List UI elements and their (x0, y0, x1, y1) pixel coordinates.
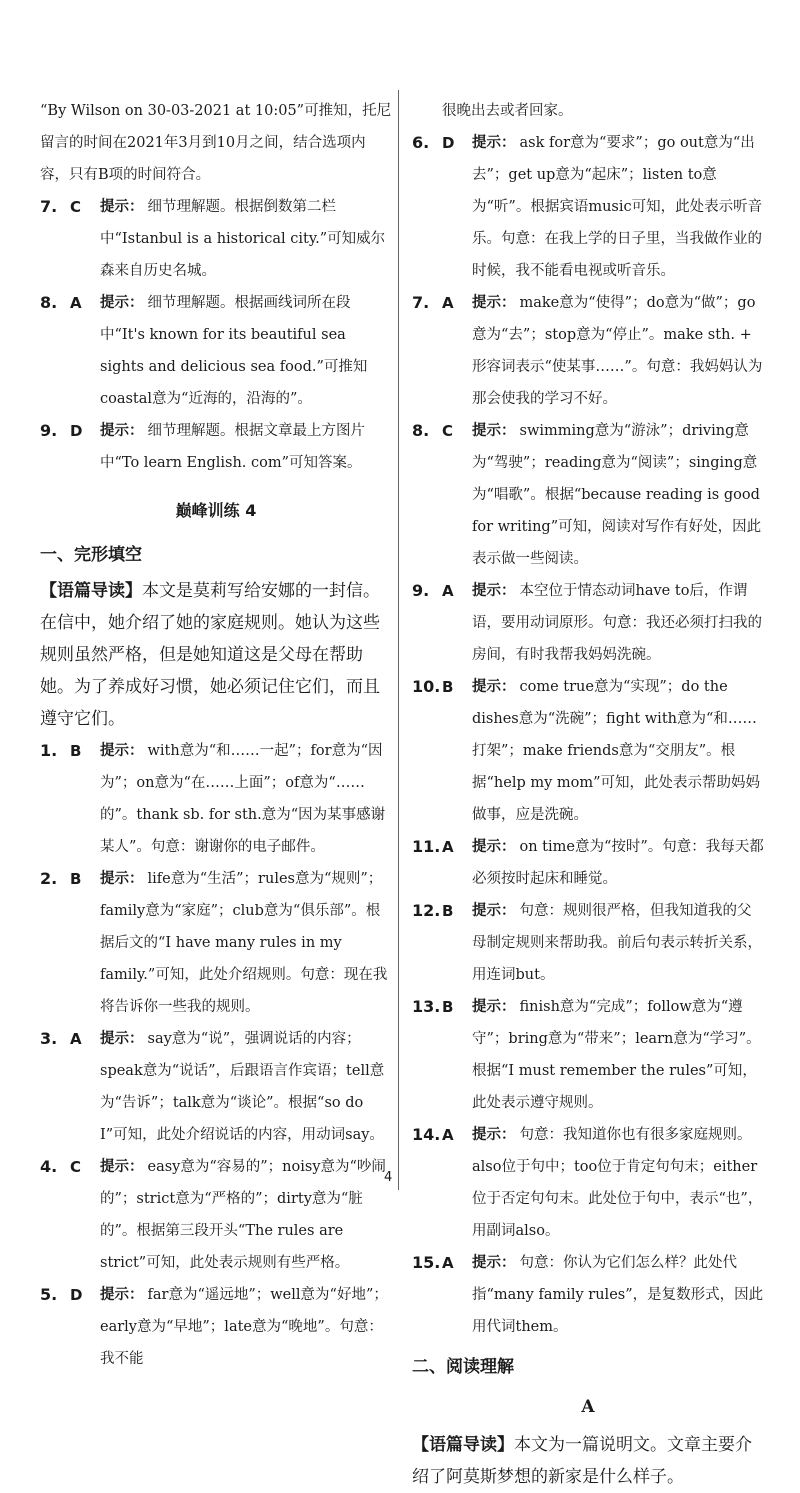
item-number: 12. (412, 901, 441, 920)
left-continuation: “By Wilson on 30-03-2021 at 10:05”可推知，托尼留言的时间在2021年3月到10月之间，结合选项内容，只有B项的时间符合。 (40, 103, 392, 183)
item-number: 8. (412, 421, 430, 440)
hint-label: 提示： (100, 199, 144, 215)
item-number: 8. (40, 293, 58, 312)
answer-item (412, 831, 764, 895)
answer-item (412, 1247, 764, 1343)
item-text: 句意：我知道你也有很多家庭规则。also位于句中；too位于肯定句句末；either位于否定句句末。此处位于句中，表示“也”，用副词also。 (472, 1127, 763, 1239)
answer-item (40, 287, 392, 415)
item-answer: C (70, 198, 82, 216)
hint-label: 提示： (472, 1127, 516, 1143)
section-title: 巅峰训练 4 (175, 501, 257, 520)
answer-item (40, 1151, 392, 1279)
item-number: 7. (412, 293, 430, 312)
hint-label: 提示： (100, 1031, 144, 1047)
item-number: 11. (412, 837, 441, 856)
item-answer: D (70, 1286, 83, 1304)
page-number: 4 (384, 1170, 393, 1185)
right-items (412, 127, 764, 1343)
answer-item (412, 1119, 764, 1247)
item-text: come true意为“实现”；do the dishes意为“洗碗”；fight with意为“和……打架”；make friends意为“交朋友”。根据“help my mom”可知，此处表示帮助妈妈做事，应是洗碗。 (472, 679, 761, 823)
item-text: 句意：你认为它们怎么样？此处代指“many family rules”，是复数形式，因此用代词them。 (472, 1255, 764, 1335)
subsection-label: A (581, 1397, 595, 1417)
item-text: make意为“使得”；do意为“做”；go意为“去”；stop意为“停止”。make sth. + 形容词表示“使某事……”。句意：我妈妈认为那会使我的学习不好。 (472, 295, 763, 407)
item-text: easy意为“容易的”；noisy意为“吵闹的”；strict意为“严格的”；dirty意为“脏的”。根据第三段开头“The rules are strict”可知，此处表示规则有些严格。 (100, 1159, 386, 1271)
item-answer: A (442, 838, 454, 856)
item-answer: A (442, 1254, 454, 1272)
hint-label: 提示： (472, 583, 516, 599)
item-number: 14. (412, 1125, 441, 1144)
answer-item (412, 671, 764, 831)
hint-label: 提示： (100, 295, 144, 311)
item-answer: D (70, 422, 83, 440)
item-answer: A (70, 1030, 82, 1048)
hint-label: 提示： (472, 839, 516, 855)
item-number: 9. (40, 421, 58, 440)
item-text: 细节理解题。根据文章最上方图片中“To learn English. com”可知答案。 (100, 423, 365, 471)
item-text: life意为“生活”；rules意为“规则”；family意为“家庭”；club意为“俱乐部”。根据后文的“I have many rules in my family.”可知，此处介绍规则。句意：现在我将告诉你一些我的规则。 (100, 871, 388, 1015)
answer-item (40, 1023, 392, 1151)
item-number: 9. (412, 581, 430, 600)
hint-label: 提示： (472, 999, 516, 1015)
item-answer: B (442, 902, 454, 920)
item-number: 7. (40, 197, 58, 216)
item-answer: B (70, 742, 82, 760)
item-text: on time意为“按时”。句意：我每天都必须按时起床和睡觉。 (472, 839, 764, 887)
item-text: ask for意为“要求”；go out意为“出去”；get up意为“起床”；listen to意为“听”。根据宾语music可知，此处表示听音乐。句意：在我上学的日子里，当我做作业的时候，我不能看电视或听音乐。 (472, 135, 763, 279)
hint-label: 提示： (100, 1159, 144, 1175)
item-number: 1. (40, 741, 58, 760)
answer-item (40, 1279, 392, 1375)
item-answer: B (442, 998, 454, 1016)
answer-item (40, 415, 392, 479)
answer-item (412, 895, 764, 991)
answer-item (412, 575, 764, 671)
hint-label: 提示： (472, 423, 516, 439)
item-number: 6. (412, 133, 430, 152)
answer-item (412, 415, 764, 575)
item-text: 细节理解题。根据倒数第二栏中“Istanbul is a historical city.”可知威尔森来自历史名城。 (100, 199, 386, 279)
item-number: 5. (40, 1285, 58, 1304)
item-answer: B (70, 870, 82, 888)
item-answer: A (442, 1126, 454, 1144)
passage-guide (40, 575, 392, 735)
guide-label: 【语篇导读】 (412, 1435, 514, 1455)
item-number: 4. (40, 1157, 58, 1176)
left-items-top (40, 191, 392, 479)
item-text: with意为“和……一起”；for意为“因为”；on意为“在……上面”；of意为“……的”。thank sb. for sth.意为“因为某事感谢某人”。句意：谢谢你的电子邮件。 (100, 743, 386, 855)
hint-label: 提示： (100, 743, 144, 759)
item-number: 3. (40, 1029, 58, 1048)
answer-item (412, 287, 764, 415)
item-text: say意为“说”，强调说话的内容；speak意为“说话”，后跟语言作宾语；tell意为“告诉”；talk意为“谈论”。根据“so do I”可知，此处介绍说话的内容，用动词say。 (100, 1031, 385, 1143)
answer-item (40, 191, 392, 287)
answer-item (412, 991, 764, 1119)
guide-text: 本文是莫莉写给安娜的一封信。在信中，她介绍了她的家庭规则。她认为这些规则虽然严格，但是她知道这是父母在帮助她。为了养成好习惯，她必须记住它们，而且遵守它们。 (40, 581, 380, 729)
hint-label: 提示： (472, 135, 516, 151)
item-number: 13. (412, 997, 441, 1016)
item-answer: B (442, 678, 454, 696)
item-text: far意为“遥远地”；well意为“好地”；early意为“早地”；late意为“晚地”。句意：我不能 (100, 1287, 388, 1367)
hint-label: 提示： (472, 295, 516, 311)
left-items-bottom (40, 735, 392, 1375)
section-heading-reading: 二、阅读理解 (412, 1357, 514, 1377)
hint-label: 提示： (100, 423, 144, 439)
item-answer: C (442, 422, 454, 440)
hint-label: 提示： (100, 1287, 144, 1303)
right-continuation: 很晚出去或者回家。 (442, 103, 573, 119)
item-text: swimming意为“游泳”；driving意为“驾驶”；reading意为“阅读”；singing意为“唱歌”。根据“because reading is good for writing”可知，阅读对写作有好处，因此表示做一些阅读。 (472, 423, 762, 567)
column-divider (398, 90, 399, 1190)
passage-guide (412, 1429, 764, 1493)
item-number: 2. (40, 869, 58, 888)
answer-item (40, 735, 392, 863)
item-number: 10. (412, 677, 441, 696)
guide-label: 【语篇导读】 (40, 581, 142, 601)
guide-text: 本文为一篇说明文。文章主要介绍了阿莫斯梦想的新家是什么样子。 (412, 1435, 752, 1487)
item-answer: D (442, 134, 455, 152)
item-answer: A (442, 582, 454, 600)
section-heading-cloze: 一、完形填空 (40, 545, 142, 565)
left-column (40, 95, 392, 1375)
hint-label: 提示： (472, 1255, 516, 1271)
item-answer: C (70, 1158, 82, 1176)
answer-item (412, 127, 764, 287)
item-text: 本空位于情态动词have to后，作谓语，要用动词原形。句意：我还必须打扫我的房间，有时我帮我妈妈洗碗。 (472, 583, 762, 663)
hint-label: 提示： (100, 871, 144, 887)
right-column (412, 95, 764, 1493)
item-text: 句意：规则很严格，但我知道我的父母制定规则来帮助我。前后句表示转折关系，用连词but。 (472, 903, 762, 983)
item-answer: A (442, 294, 454, 312)
item-number: 15. (412, 1253, 441, 1272)
item-answer: A (70, 294, 82, 312)
item-text: 细节理解题。根据画线词所在段中“It's known for its beautiful sea sights and delicious sea food.”可推知coastal意为“近海的，沿海的”。 (100, 295, 368, 407)
item-text: finish意为“完成”；follow意为“遵守”；bring意为“带来”；learn意为“学习”。根据“I must remember the rules”可知，此处表示遵守规则。 (472, 999, 761, 1111)
answer-item (40, 863, 392, 1023)
hint-label: 提示： (472, 679, 516, 695)
hint-label: 提示： (472, 903, 516, 919)
